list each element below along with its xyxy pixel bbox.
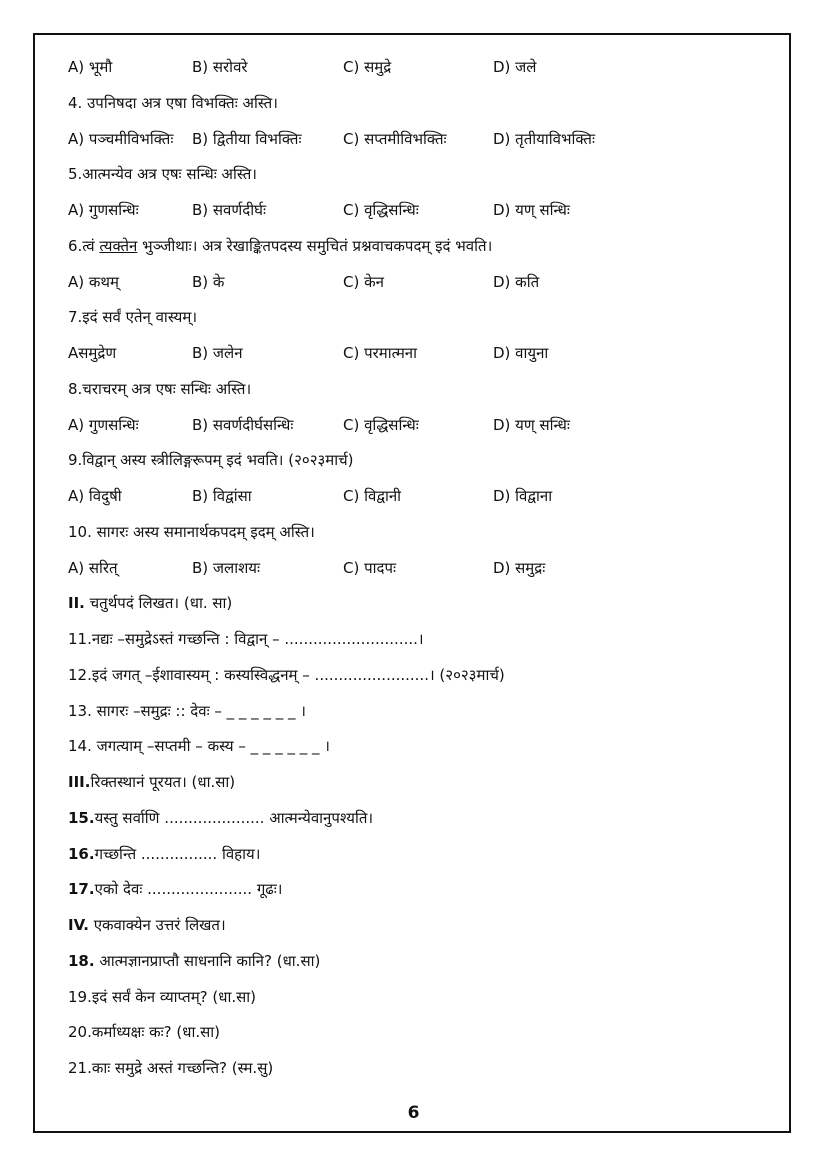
item-number: 15. bbox=[68, 808, 95, 827]
options-row bbox=[68, 267, 768, 303]
option-b: B) जलेन bbox=[192, 344, 243, 362]
item-text: रिक्तस्थानं पूरयत। (धा.सा) bbox=[90, 773, 236, 791]
option-c: C) वृद्धिसन्धिः bbox=[343, 415, 419, 434]
section-line bbox=[68, 910, 768, 946]
options-row bbox=[68, 481, 768, 517]
options-row bbox=[68, 195, 768, 231]
option-d: D) समुद्रः bbox=[493, 558, 546, 577]
options-row bbox=[68, 553, 768, 589]
question-line: 8.चराचरम् अत्र एषः सन्धिः अस्ति। bbox=[68, 379, 252, 398]
option-d: D) यण् सन्धिः bbox=[493, 201, 570, 219]
options-row bbox=[68, 52, 768, 88]
option-d: D) यण् सन्धिः bbox=[493, 415, 570, 434]
option-b: B) सवर्णदीर्घसन्धिः bbox=[192, 415, 294, 434]
question-line: 19.इदं सर्वं केन व्याप्तम्? (धा.सा) bbox=[68, 987, 257, 1006]
question-line: 21.काः समुद्रे अस्तं गच्छन्ति? (स्म.सु) bbox=[68, 1059, 274, 1077]
item-text: एकवाक्येन उत्तरं लिखत। bbox=[88, 916, 226, 934]
item-text: आत्मज्ञानप्राप्तौ साधनानि कानि? (धा.सा) bbox=[94, 951, 321, 970]
option-d: D) वायुना bbox=[493, 344, 549, 362]
option-b: B) द्वितीया विभक्तिः bbox=[192, 129, 302, 148]
option-a: A) कथम् bbox=[68, 272, 119, 291]
item-number: 18. bbox=[68, 951, 95, 970]
question-line: 12.इदं जगत् –ईशावास्यम् : कस्यस्विद्धनम् – ........................। (२०२३मार्च) bbox=[68, 665, 505, 684]
question-line bbox=[68, 231, 768, 267]
question-line: 10. सागरः अस्य समानार्थकपदम् इदम् अस्ति। bbox=[68, 522, 315, 541]
item-number: IV. bbox=[68, 916, 89, 934]
option-c: C) वृद्धिसन्धिः bbox=[343, 201, 419, 219]
option-c: C) पादपः bbox=[343, 558, 397, 577]
option-a: A) पञ्चमीविभक्तिः bbox=[68, 129, 174, 148]
option-a: A) विदुषी bbox=[68, 487, 122, 505]
item-number: II. bbox=[68, 594, 85, 613]
question-line: 20.कर्माध्यक्षः कः? (धा.सा) bbox=[68, 1023, 221, 1042]
section-line bbox=[68, 839, 768, 875]
option-c: C) सप्तमीविभक्तिः bbox=[343, 129, 447, 148]
page-number: 6 bbox=[407, 1103, 420, 1123]
option-a: A) सरित् bbox=[68, 558, 118, 577]
options-row bbox=[68, 124, 768, 160]
option-a: A) गुणसन्धिः bbox=[68, 415, 139, 434]
section-line bbox=[68, 874, 768, 910]
options-row bbox=[68, 338, 768, 374]
question-list bbox=[68, 52, 768, 1089]
question-text: भुञ्जीथाः। अत्र रेखाङ्कितपदस्य समुचितं प्रश्नवाचकपदम् इदं भवति। bbox=[137, 236, 493, 255]
option-d: D) विद्वाना bbox=[493, 487, 553, 505]
question-line: 5.आत्मन्येव अत्र एषः सन्धिः अस्ति। bbox=[68, 165, 257, 184]
option-b: B) सवर्णदीर्घः bbox=[192, 201, 266, 219]
item-text: यस्तु सर्वाणि ..................... आत्मन्येवानुपश्यति। bbox=[94, 808, 374, 827]
section-line bbox=[68, 946, 768, 982]
option-a: A) गुणसन्धिः bbox=[68, 201, 139, 219]
option-d: D) तृतीयाविभक्तिः bbox=[493, 129, 596, 148]
option-c: C) विद्वानी bbox=[343, 487, 402, 505]
item-text: गच्छन्ति ................ विहाय। bbox=[94, 844, 261, 863]
question-line: 14. जगत्याम् –सप्तमी – कस्य – _ _ _ _ _ _ । bbox=[68, 737, 330, 756]
option-d: D) जले bbox=[493, 58, 537, 76]
option-c: C) केन bbox=[343, 272, 384, 291]
option-b: B) विद्वांसा bbox=[192, 487, 252, 505]
question-line: 4. उपनिषदा अत्र एषा विभक्तिः अस्ति। bbox=[68, 93, 278, 112]
option-c: C) समुद्रे bbox=[343, 58, 392, 76]
option-a: A) भूमौ bbox=[68, 58, 113, 76]
underlined-word: त्यक्तेन bbox=[99, 236, 138, 255]
item-text: एको देवः ...................... गूढः। bbox=[94, 880, 283, 899]
item-text: चतुर्थपदं लिखत। (धा. सा) bbox=[84, 594, 233, 613]
question-line: 13. सागरः –समुद्रः :: देवः – _ _ _ _ _ _ । bbox=[68, 701, 306, 720]
option-c: C) परमात्मना bbox=[343, 344, 417, 362]
option-d: D) कति bbox=[493, 272, 540, 291]
option-b: B) जलाशयः bbox=[192, 558, 261, 577]
section-line bbox=[68, 588, 768, 624]
question-line: 9.विद्वान् अस्य स्त्रीलिङ्गरूपम् इदं भवति। (२०२३मार्च) bbox=[68, 451, 354, 470]
option-b: B) के bbox=[192, 272, 225, 291]
question-line: 7.इदं सर्वं एतेन् वास्यम्। bbox=[68, 308, 198, 327]
item-number: III. bbox=[68, 773, 91, 791]
section-line bbox=[68, 803, 768, 839]
item-number: 17. bbox=[68, 880, 95, 899]
question-line: 11.नद्यः –समुद्रेऽस्तं गच्छन्ति : विद्वान् – ............................। bbox=[68, 630, 424, 648]
option-b: B) सरोवरे bbox=[192, 58, 248, 76]
options-row bbox=[68, 410, 768, 446]
option-a: Aसमुद्रेण bbox=[68, 344, 117, 362]
section-line bbox=[68, 767, 768, 803]
question-text: 6.त्वं bbox=[68, 236, 100, 255]
item-number: 16. bbox=[68, 844, 95, 863]
